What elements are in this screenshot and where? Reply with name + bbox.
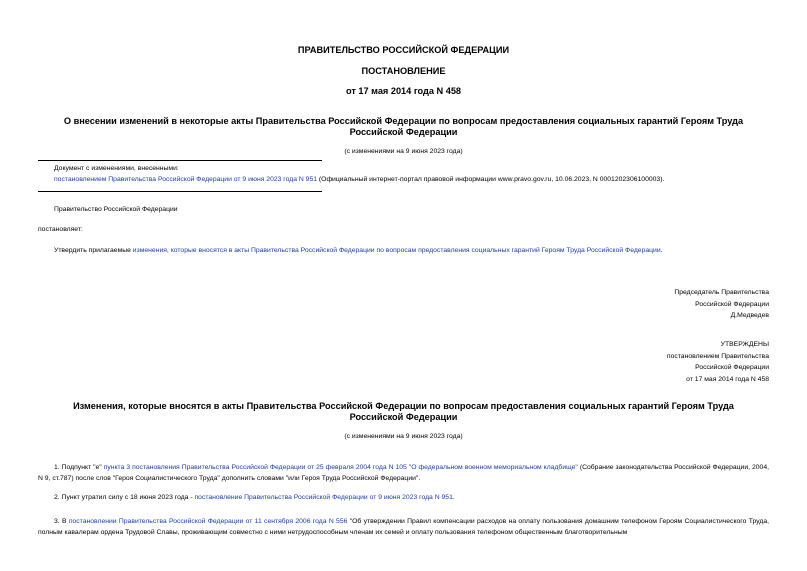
item-2-suffix: . [452,494,455,501]
item-2-prefix: 2. Пункт утратил силу с 18 июня 2023 года - [54,494,195,501]
item-1 [38,462,769,484]
item-3-prefix: 3. В [54,518,69,525]
changes-source: (Официальный интернет-портал правовой информации www.pravo.gov.ru, 10.06.2023, N 0001202306100003). [317,176,665,183]
approved-title: УТВЕРЖДЕНЫ [720,341,769,348]
signature-position: Председатель Правительства [674,289,769,296]
item-3-link[interactable]: постановлении Правительства Российской Федерации от 11 сентября 2006 года N 556 [68,518,348,525]
divider-top [38,160,322,161]
item-3-text: "Об утверждении Правил компенсации расходов на оплату пользования домашним телефоном Героям Социалистического Труда, полным кавалерам ордена Трудовой Славы, проживающим совместно с ними нетрудоспособным членам их семей и оплату пользования телефоном общественным благотворительным [38,518,769,536]
approve-paragraph [54,247,663,254]
doc-title: О внесении изменений в некоторые акты Правительства Российской Федерации по вопросам предоставления социальных гарантий Героям Труда Российской Федерации [63,116,744,137]
item-1-text: (Собрание законодательства Российской Федерации, 2004, N 9, ст.787) после слов "Героя Социалистического Труда" дополнить словами "или Героя Труда Российской Федерации". [38,464,769,482]
divider-bottom [38,191,322,192]
signature-name: Д.Медведев [730,312,769,319]
approve-suffix: . [660,247,663,254]
changes-label: Документ с изменениями, внесенными: [54,165,179,172]
approve-prefix: Утвердить прилагаемые [54,247,133,254]
signature-block [674,287,769,322]
doc-type-heading: ПОСТАНОВЛЕНИЕ [361,66,446,76]
authority-text: Правительство Российской Федерации [54,206,178,213]
decides-text: постановляет: [38,226,83,233]
changes-link[interactable]: постановлением Правительства Российской Федерации от 9 июня 2023 года N 951 [54,176,318,183]
approve-link[interactable]: изменения, которые вносятся в акты Правительства Российской Федерации по вопросам предоставления социальных гарантий Героям Труда Российской Федерации [132,247,661,254]
annex-title: Изменения, которые вносятся в акты Правительства Российской Федерации по вопросам предоставления социальных гарантий Героям Труда Российской Федерации [73,401,734,422]
item-1-link[interactable]: пункта 3 постановления Правительства Российской Федерации от 25 февраля 2004 года N 105 "О федеральном военном мемориальном кладбище" [103,464,578,471]
item-3 [38,516,769,538]
approved-block [667,339,769,385]
doc-date-number: от 17 мая 2014 года N 458 [345,86,462,96]
changes-text [54,176,774,183]
item-2 [54,494,455,501]
approved-by: постановлением Правительства [666,352,769,360]
doc-edition: (с изменениями на 9 июня 2023 года) [344,148,463,155]
approved-country: Российской Федерации [695,364,769,371]
item-1-prefix: 1. Подпункт "е" [54,464,104,471]
signature-country: Российской Федерации [695,300,769,308]
org-heading: ПРАВИТЕЛЬСТВО РОССИЙСКОЙ ФЕДЕРАЦИИ [297,45,510,55]
item-2-link[interactable]: постановление Правительства Российской Федерации от 9 июня 2023 года N 951 [194,494,453,501]
approved-date: от 17 мая 2014 года N 458 [686,375,769,383]
annex-edition: (с изменениями на 9 июня 2023 года) [344,433,463,440]
